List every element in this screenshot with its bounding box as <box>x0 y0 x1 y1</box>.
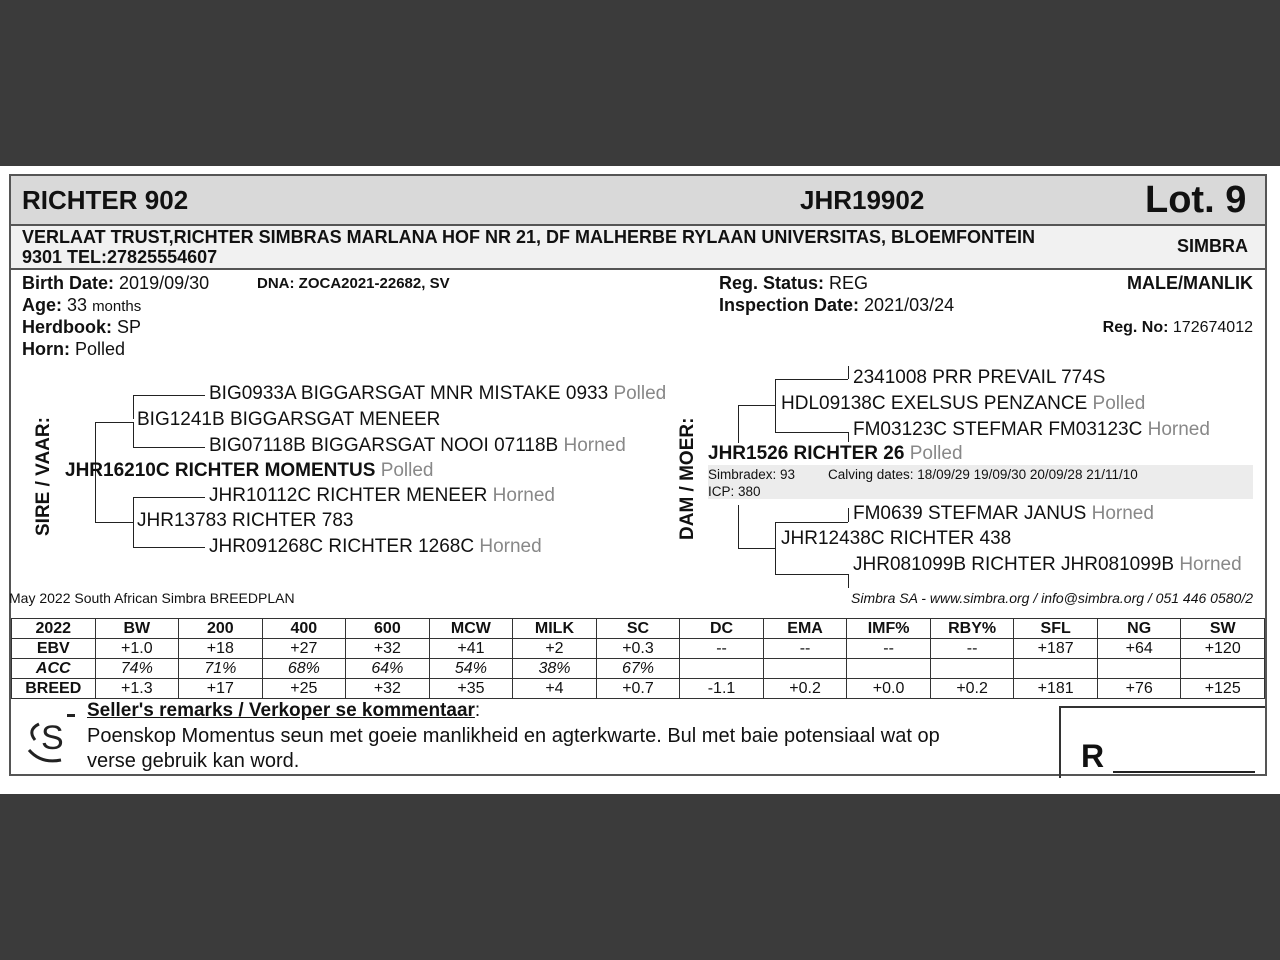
reg-no-label: Reg. No: <box>1102 319 1169 336</box>
maternal-sire-name: HDL09138C EXELSUS PENZANCE <box>781 393 1088 414</box>
ebv-cell: 68% <box>262 659 346 679</box>
ebv-cell: +64 <box>1097 639 1181 659</box>
reg-no <box>1103 319 1253 337</box>
sire-name-text: JHR16210C RICHTER MOMENTUS <box>65 460 376 481</box>
mds-name: FM0639 STEFMAR JANUS <box>853 503 1087 524</box>
ebv-column-header: DC <box>680 619 764 639</box>
ebv-cell: 74% <box>95 659 179 679</box>
ebv-cell: +32 <box>346 679 430 699</box>
sire-horn: Polled <box>380 460 434 481</box>
reg-status-value: REG <box>829 273 869 293</box>
ebv-cell: +76 <box>1097 679 1181 699</box>
ebv-cell: +17 <box>179 679 263 699</box>
mds-horn: Horned <box>1091 503 1154 524</box>
ebv-row-acc <box>12 659 1265 679</box>
ebv-column-header: MCW <box>429 619 513 639</box>
ebv-cell: -- <box>680 639 764 659</box>
ebv-cell: +25 <box>262 679 346 699</box>
pds-horn: Horned <box>492 485 555 506</box>
ebv-column-header: IMF% <box>847 619 931 639</box>
ebv-column-header: RBY% <box>930 619 1014 639</box>
age <box>22 295 141 316</box>
sire-pdd <box>209 536 542 558</box>
ebv-cell: 64% <box>346 659 430 679</box>
ebv-cell: +2 <box>513 639 597 659</box>
msd-name: FM03123C STEFMAR FM03123C <box>853 419 1143 440</box>
remarks-colon: : <box>474 700 481 721</box>
ebv-cell <box>1181 659 1265 679</box>
ebv-cell: 71% <box>179 659 263 679</box>
herdbook-value: SP <box>117 317 142 337</box>
ebv-cell: +1.0 <box>95 639 179 659</box>
remarks-heading <box>87 700 480 722</box>
dam-mdd <box>853 554 1242 576</box>
sire-psd <box>209 435 626 457</box>
reg-status <box>719 273 868 294</box>
dam-calving-dates: Calving dates: 18/09/29 19/09/30 20/09/28 21/11/10 <box>828 467 1138 482</box>
inspection-date <box>719 295 954 316</box>
ebv-cell: 54% <box>429 659 513 679</box>
ebv-column-header: BW <box>95 619 179 639</box>
ebv-column-header: 200 <box>179 619 263 639</box>
ebv-column-header: MILK <box>513 619 597 639</box>
ebv-cell: +41 <box>429 639 513 659</box>
ebv-row-label: BREED <box>12 679 96 699</box>
sire-name <box>65 460 434 482</box>
ebv-row-ebv <box>12 639 1265 659</box>
birth-date-label: Birth Date: <box>22 273 115 293</box>
pdd-name: JHR091268C RICHTER 1268C <box>209 536 475 557</box>
sire-paternal-sire: BIG1241B BIGGARSGAT MENEER <box>137 409 441 430</box>
reg-status-label: Reg. Status: <box>719 273 825 293</box>
ebv-cell: +0.2 <box>763 679 847 699</box>
ebv-cell: +187 <box>1014 639 1098 659</box>
pss-horn: Polled <box>613 383 667 404</box>
herdbook <box>22 317 141 338</box>
owner-bar <box>11 226 1265 270</box>
svg-text:S: S <box>41 719 64 757</box>
breed-label: SIMBRA <box>1177 236 1248 256</box>
age-unit: months <box>92 298 142 315</box>
inspection-label: Inspection Date: <box>719 295 860 315</box>
ebv-cell: +35 <box>429 679 513 699</box>
dam-section-label: DAM / MOER: <box>677 417 698 540</box>
ebv-row-label: EBV <box>12 639 96 659</box>
dam-simbradex: Simbradex: 93 <box>708 467 796 482</box>
psd-name: BIG07118B BIGGARSGAT NOOI 07118B <box>209 435 559 456</box>
ebv-column-header: SFL <box>1014 619 1098 639</box>
dam-maternal-dam: JHR12438C RICHTER 438 <box>781 528 1012 549</box>
lot-number: Lot. 9 <box>1145 179 1247 221</box>
catalogue-sheet <box>0 166 1280 794</box>
dam-horn: Polled <box>909 443 963 464</box>
ebv-column-header: 600 <box>346 619 430 639</box>
owner-line-1: VERLAAT TRUST,RICHTER SIMBRAS MARLANA HOF NR 21, DF MALHERBE RYLAAN UNIVERSITAS, BLOEMFONTEIN <box>22 227 1036 247</box>
sire-pds <box>209 485 555 507</box>
ebv-column-header: SC <box>596 619 680 639</box>
dam-name-text: JHR1526 RICHTER 26 <box>708 443 905 464</box>
ebv-cell: +1.3 <box>95 679 179 699</box>
ebv-cell: +0.3 <box>596 639 680 659</box>
birth-date-value: 2019/09/30 <box>119 273 210 293</box>
ebv-cell: -1.1 <box>680 679 764 699</box>
dam-msd <box>853 419 1210 441</box>
animal-id: JHR19902 <box>800 185 925 215</box>
remarks-line-1: Poenskop Momentus seun met goeie manlikheid en agterkwarte. Bul met baie potensiaal wat op <box>87 725 940 747</box>
ebv-column-header: NG <box>1097 619 1181 639</box>
simbra-logo-icon <box>21 706 81 768</box>
price-box <box>1059 706 1265 778</box>
ebv-cell: -- <box>847 639 931 659</box>
dam-mss: 2341008 PRR PREVAIL 774S <box>853 367 1106 388</box>
reg-no-value: 172674012 <box>1172 319 1253 336</box>
ebv-cell: 38% <box>513 659 597 679</box>
dna-info: DNA: ZOCA2021-22682, SV <box>257 275 450 292</box>
maternal-sire-horn: Polled <box>1092 393 1146 414</box>
mdd-horn: Horned <box>1179 554 1242 575</box>
pss-name: BIG0933A BIGGARSGAT MNR MISTAKE 0933 <box>209 383 609 404</box>
pdd-horn: Horned <box>479 536 542 557</box>
age-label: Age: <box>22 295 62 315</box>
ebv-column-header: 2022 <box>12 619 96 639</box>
ebv-table <box>11 618 1265 699</box>
age-value: 33 <box>67 295 88 315</box>
sire-section-label: SIRE / VAAR: <box>33 417 54 536</box>
ebv-cell: -- <box>763 639 847 659</box>
sire-pss <box>209 383 666 405</box>
ebv-cell: +4 <box>513 679 597 699</box>
ebv-cell <box>847 659 931 679</box>
animal-name: RICHTER 902 <box>22 185 189 215</box>
dam-name <box>708 443 963 465</box>
ebv-column-header: EMA <box>763 619 847 639</box>
dam-icp: ICP: 380 <box>708 484 761 499</box>
msd-horn: Horned <box>1147 419 1210 440</box>
horn <box>22 339 125 360</box>
ebv-cell: +32 <box>346 639 430 659</box>
pds-name: JHR10112C RICHTER MENEER <box>209 485 488 506</box>
ebv-row-breed <box>12 679 1265 699</box>
ebv-column-header: 400 <box>262 619 346 639</box>
remarks-line-2: verse gebruik kan word. <box>87 750 300 772</box>
breedplan-note: May 2022 South African Simbra BREEDPLAN <box>9 590 295 606</box>
price-prefix: R <box>1081 738 1105 774</box>
dam-mds <box>853 503 1154 525</box>
card-header <box>11 176 1265 226</box>
ebv-cell: +18 <box>179 639 263 659</box>
contact-note: Simbra SA - www.simbra.org / info@simbra.org / 051 446 0580/2 <box>851 590 1253 606</box>
herdbook-label: Herdbook: <box>22 317 112 337</box>
remarks-title: Seller's remarks / Verkoper se kommentaar <box>87 700 475 721</box>
ebv-header-row <box>12 619 1265 639</box>
ebv-cell <box>930 659 1014 679</box>
price-write-line[interactable] <box>1113 771 1255 773</box>
ebv-cell: 67% <box>596 659 680 679</box>
ebv-column-header: SW <box>1181 619 1265 639</box>
ebv-cell: +0.0 <box>847 679 931 699</box>
sex: MALE/MANLIK <box>1127 273 1253 293</box>
ebv-cell: +181 <box>1014 679 1098 699</box>
sire-paternal-dam: JHR13783 RICHTER 783 <box>137 510 354 531</box>
ebv-cell: +0.7 <box>596 679 680 699</box>
mdd-name: JHR081099B RICHTER JHR081099B <box>853 554 1175 575</box>
ebv-cell <box>680 659 764 679</box>
ebv-cell <box>763 659 847 679</box>
psd-horn: Horned <box>563 435 626 456</box>
inspection-value: 2021/03/24 <box>864 295 955 315</box>
ebv-cell <box>1097 659 1181 679</box>
horn-label: Horn: <box>22 339 70 359</box>
lot-card <box>9 174 1267 776</box>
birth-date <box>22 273 209 294</box>
ebv-row-label: ACC <box>12 659 96 679</box>
dam-maternal-sire <box>781 393 1145 415</box>
ebv-cell: +125 <box>1181 679 1265 699</box>
ebv-cell: +27 <box>262 639 346 659</box>
ebv-cell: +120 <box>1181 639 1265 659</box>
horn-value: Polled <box>75 339 126 359</box>
ebv-cell: -- <box>930 639 1014 659</box>
ebv-cell <box>1014 659 1098 679</box>
owner-line-2: 9301 TEL:27825554607 <box>22 247 218 267</box>
ebv-cell: +0.2 <box>930 679 1014 699</box>
